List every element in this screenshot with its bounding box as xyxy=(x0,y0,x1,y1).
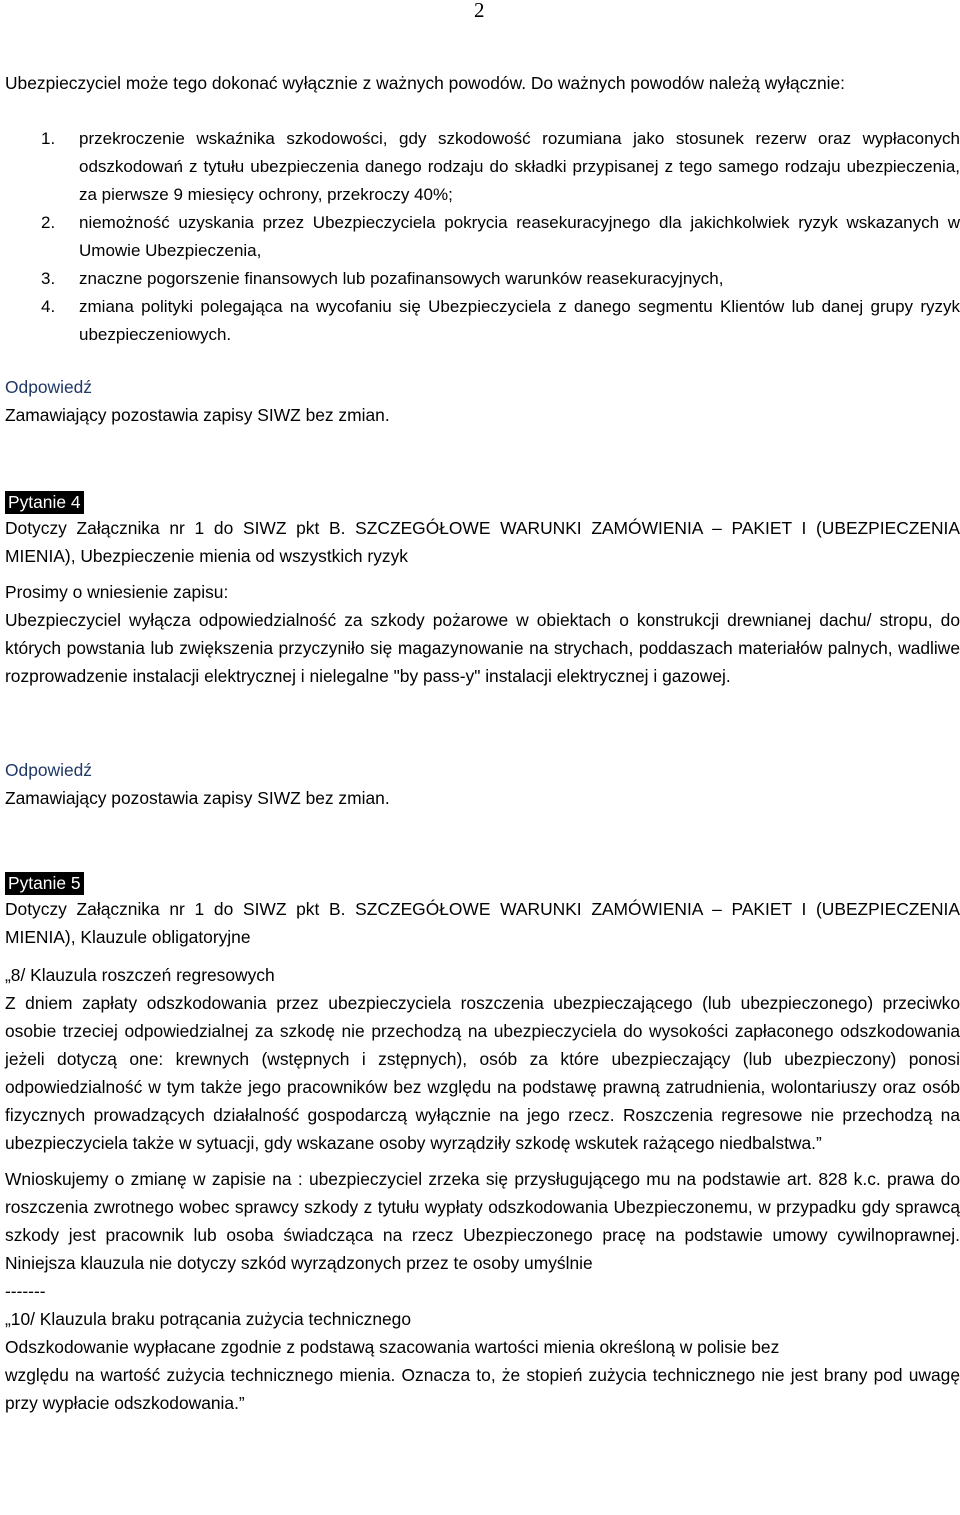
separator: ------- xyxy=(5,1281,46,1301)
clause-8-body: Z dniem zapłaty odszkodowania przez ubezpieczyciela roszczenia ubezpieczającego (lub ubezpieczonego) przeciwko osobie trzeciej odpowiedzialnej za szkodę nie przechodzą na ubezpieczyciela do wysokości zapłaconego odszkodowania jeżeli dotyczą one: krewnych (wstępnych i zstępnych), osób za które ubezpieczający (lub ubezpieczony) ponosi odpowiedzialność w tym także jego pracowników bez względu na podstawę prawną zatrudnienia, wolontariuszy oraz osób fizycznych prowadzących działalność gospodarczą wyłącznie na jego rzecz. Roszczenia regresowe nie przechodzą na ubezpieczyciela także w sytuacji, gdy wskazane osoby wyrządziły szkodę wskutek rażącego niedbalstwa.” xyxy=(5,993,960,1153)
question-reference: Dotyczy Załącznika nr 1 do SIWZ pkt B. SZCZEGÓŁOWE WARUNKI ZAMÓWIENIA – PAKIET I (UBEZPIECZENIA MIENIA), Ubezpieczenie mienia od wszystkich ryzyk xyxy=(5,518,960,566)
list-item: 3. znaczne pogorszenie finansowych lub pozafinansowych warunków reasekuracyjnych, xyxy=(41,269,724,288)
question-label: Pytanie 5 xyxy=(5,872,84,895)
list-item: 2. niemożność uzyskania przez Ubezpieczyciela pokrycia reasekuracyjnego dla jakichkolwiek ryzyk wskazanych w Umowie Ubezpieczenia, xyxy=(41,213,960,260)
question-body: Ubezpieczyciel wyłącza odpowiedzialność za szkody pożarowe w obiektach o konstrukcji drewnianej dachu/ stropu, do których powstania lub zwiększenia przyczyniło się magazynowanie na strychach, poddaszach materiałów palnych, wadliwe rozprowadzenie instalacji elektrycznej i nielegalne "by pass-y" instalacji elektrycznej i gazowej. xyxy=(5,610,960,686)
answer-label: Odpowiedź xyxy=(5,377,93,397)
page-number: 2 xyxy=(474,0,485,22)
question-5 xyxy=(5,869,960,1417)
list-item: 1. przekroczenie wskaźnika szkodowości, gdy szkodowość rozumiana jako stosunek rezerw oraz wypłaconych odszkodowań z tytułu ubezpieczenia danego rodzaju do składki przypisanej z tego samego rodzaju ubezpieczenia, za pierwsze 9 miesięcy ochrony, przekroczy 40%; xyxy=(41,129,960,204)
list-item: 4. zmiana polityki polegająca na wycofaniu się Ubezpieczyciela z danego segmentu Klientów lub danej grupy ryzyk ubezpieczeniowych. xyxy=(41,297,960,344)
answer-text: Zamawiający pozostawia zapisy SIWZ bez zmian. xyxy=(5,788,390,808)
question-request: Wnioskujemy o zmianę w zapisie na : ubezpieczyciel zrzeka się przysługującego mu na podstawie art. 828 k.c. prawa do roszczenia zwrotnego wobec sprawcy szkody z tytułu wypłaty odszkodowania Ubezpieczonemu, w przypadku gdy sprawcą szkody jest pracownik lub osoba świadcząca na rzecz Ubezpieczonego pracę na podstawie umowy cywilnoprawnej. Niniejsza klauzula nie dotyczy szkód wyrządzonych przez te osoby umyślnie xyxy=(5,1169,960,1273)
question-4 xyxy=(5,488,960,690)
answer-text: Zamawiający pozostawia zapisy SIWZ bez zmian. xyxy=(5,405,390,425)
reasons-list xyxy=(5,125,960,349)
question-request: Prosimy o wniesienie zapisu: xyxy=(5,582,229,602)
intro-paragraph: Ubezpieczyciel może tego dokonać wyłącznie z ważnych powodów. Do ważnych powodów należą wyłącznie: xyxy=(5,73,846,93)
answer-label: Odpowiedź xyxy=(5,760,93,780)
clause-10-title: „10/ Klauzula braku potrącania zużycia technicznego xyxy=(5,1309,412,1329)
answer-1 xyxy=(5,373,960,429)
answer-4 xyxy=(5,756,960,812)
clause-10-line: Odszkodowanie wypłacane zgodnie z podstawą szacowania wartości mienia określoną w polisie bez xyxy=(5,1337,780,1357)
question-reference: Dotyczy Załącznika nr 1 do SIWZ pkt B. SZCZEGÓŁOWE WARUNKI ZAMÓWIENIA – PAKIET I (UBEZPIECZENIA MIENIA), Klauzule obligatoryjne xyxy=(5,899,960,947)
clause-10-body: względu na wartość zużycia technicznego mienia. Oznacza to, że stopień zużycia technicznego nie jest brany pod uwagę przy wypłacie odszkodowania.” xyxy=(5,1365,960,1413)
clause-8-title: „8/ Klauzula roszczeń regresowych xyxy=(5,965,275,985)
question-label: Pytanie 4 xyxy=(5,491,84,514)
